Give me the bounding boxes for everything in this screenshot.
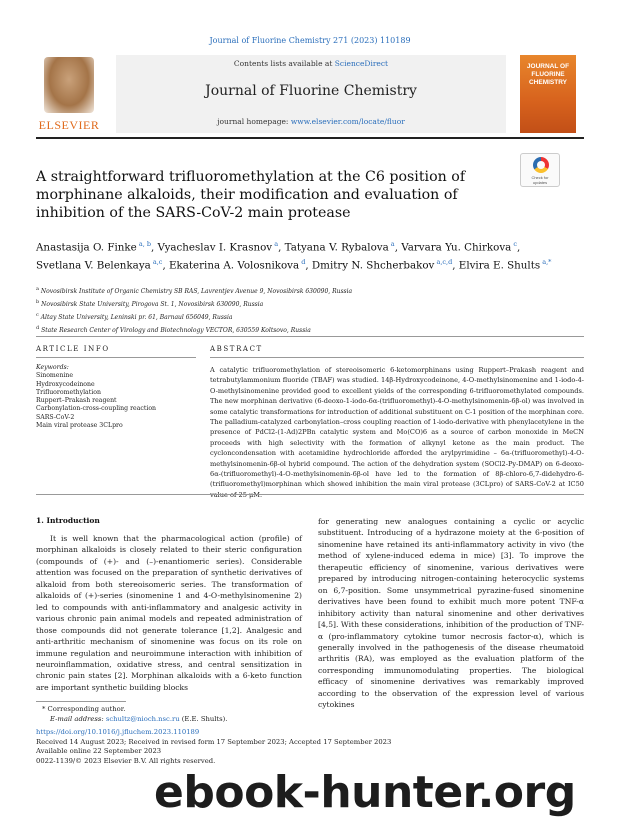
contents-prefix: Contents lists available at <box>233 59 335 68</box>
journal-citation[interactable]: Journal of Fluorine Chemistry 271 (2023) 110189 <box>209 36 411 45</box>
author-separator: , <box>162 259 169 272</box>
abstract-end-divider <box>36 494 584 495</box>
author-affiliation-marker[interactable]: a,* <box>540 258 552 267</box>
affiliation-item <box>36 310 576 323</box>
author-name: Elvira E. Shults <box>458 259 541 272</box>
author-affiliation-marker[interactable]: c <box>511 240 517 248</box>
footnote-divider <box>36 701 126 702</box>
author-list <box>36 237 556 274</box>
introduction-right-column: for generating new analogues containing a cyclic or acyclic substituent. Introducing of a hydrazone moiety at the 6-position of sinomenine have retained its anti-inflammatory activity in vivo (the method of xylene-induced edema in mice) [3]. To improve the therapeutic efficiency of sinomenine, various derivatives were prepared by introducing nitrogen-containing heterocyclic systems on 6,7-position. Some unsymmetrical pyrazine-fused sinomenine derivatives have been found to exhibit much more potent TNF-α inhibitory activity than natural sinomenine and other derivatives [4,5]. With these considerations, inhibition of the production of TNF-α (pro-inflammatory cytokine tumor necrosis factor-α), which is generally involved in the pathogenesis of the disease rheumatoid arthritis (RA), was employed as the evaluation platform of the corresponding immunomodulating properties. The biological efficacy of sinomenine derivatives was remarkably improved according to the observation of the expression level of various cytokines <box>318 517 584 710</box>
email-suffix: (E.E. Shults). <box>179 715 228 723</box>
article-info-heading: ARTICLE INFO <box>36 345 110 353</box>
contents-line <box>116 59 506 68</box>
keyword-item: SARS-CoV-2 <box>36 413 75 421</box>
introduction-heading: 1. Introduction <box>36 516 100 525</box>
author-separator: , <box>151 241 158 254</box>
author-separator: , <box>394 241 402 254</box>
affiliation-marker: b <box>36 299 40 305</box>
article-title: A straightforward trifluoromethylation at the C6 position of morphinane alkaloids, their modification and evaluation of inhibition of the SARS-CoV-2 main protease <box>36 169 466 221</box>
cover-title <box>520 63 576 87</box>
affiliation-marker: d <box>36 325 40 331</box>
cover-title-line: JOURNAL OF <box>526 63 570 70</box>
affiliation-text: Altay State University, Leninski pr. 61, Barnaul 656049, Russia <box>38 314 233 321</box>
check-for-updates-button[interactable] <box>520 153 560 187</box>
check-updates-label-line: Check for <box>531 175 549 180</box>
keyword-item: Hydroxycodeinone <box>36 380 95 388</box>
affiliation-text: State Research Center of Virology and Biotechnology VECTOR, 630559 Koltsovo, Russia <box>39 327 311 334</box>
author-affiliation-marker[interactable]: a,c,d <box>434 258 453 267</box>
homepage-line <box>116 117 506 126</box>
journal-cover-image <box>520 55 576 133</box>
author-affiliation-marker[interactable]: a, b <box>136 240 151 248</box>
author-affiliation-marker[interactable]: a <box>272 240 279 248</box>
header-divider <box>36 137 584 139</box>
publication-info <box>36 728 436 766</box>
received-dates: Received 14 August 2023; Received in revised form 17 September 2023; Accepted 17 September 2023 <box>36 737 392 746</box>
email-label: E-mail address: <box>50 715 106 723</box>
check-updates-icon <box>533 157 549 173</box>
keyword-item: Sinomenine <box>36 372 74 380</box>
article-info-divider <box>36 357 196 358</box>
available-online: Available online 22 September 2023 <box>36 747 162 756</box>
affiliation-marker: a <box>36 286 39 292</box>
copyright-line: 0022-1139/© 2023 Elsevier B.V. All rights reserved. <box>36 756 216 765</box>
author-separator: , <box>305 259 312 272</box>
homepage-prefix: journal homepage: <box>217 117 291 126</box>
affiliation-item <box>36 323 576 336</box>
affiliation-text: Novosibirsk State University, Pirogova St. 1, Novosibirsk 630090, Russia <box>39 301 264 308</box>
author-name: Varvara Yu. Chirkova <box>401 241 512 254</box>
affiliation-text: Novosibirsk Institute of Organic Chemistry SB RAS, Lavrentjev Avenue 9, Novosibirsk 630090, Russia <box>38 288 353 295</box>
affiliation-item <box>36 284 576 297</box>
author-affiliation-marker[interactable]: a <box>388 240 395 248</box>
abstract-text: A catalytic trifluoromethylation of stereoisomeric 6-ketomorphinans using Ruppert–Prakash reagent and tetrabutylammonium fluoride (TBAF) was studied. 14β-Hydroxycodeinone, 4-O-methylsinomenine and 1-iodo-4-O-methylsinomenine provided good to excellent yields of the corresponding 6-trifluoromethylated compounds. The new morphinan derivative (6-deoxo-1-iodo-6α-(trifluoromethyl)-4-O-methylsinomenin-6β-ol) was involved in some catalytic transformations for introduction of additional substituent on C-1 position of the morphinan core. The palladium-catalyzed carbonylation–cross coupling reaction of 1-iodo-derivative with phenylacetylene in the presence of PdCl2-(1-Ad)2PBn catalytic system and Mo(CO)6 as a source of carbon monoxide in MeCN proceeds with high selectivity with the formation of alkynyl ketone as the main product. The cycloncondensation with acetamidine hydrochloride afforded the arylpyrimidine – 6α-(trifluoromethyl)-4-O-methylsinomenin-6β-ol hybrid compound. The action of the dehydration system (SOCl2-Py-DMAP) on 6-deoxo-6α-(trifluoromethyl)-4-O-methylsinomenin-6β-ol have led to the formation of 8β-chloro-6,7-didehydro-6-(trifluoromethyl)morphinan which showed inhibition the main viral protease (3CLpro) of SARS-CoV-2 at IC50 value of 25 μM. <box>210 366 584 499</box>
check-updates-label-line: updates <box>532 180 548 185</box>
author-name: Anastasija O. Finke <box>36 241 137 254</box>
check-updates-label <box>521 175 559 185</box>
keyword-item: Carbonylation-cross-coupling reaction <box>36 405 157 413</box>
affiliation-marker: c <box>36 312 39 318</box>
keywords-label: Keywords: <box>36 364 69 371</box>
author-separator: , <box>278 241 285 254</box>
author-affiliation-marker[interactable]: a,c <box>150 258 163 267</box>
email-link[interactable]: schultz@nioch.nsc.ru <box>105 715 180 723</box>
sciencedirect-link[interactable]: ScienceDirect <box>334 59 389 68</box>
publisher-name: ELSEVIER <box>38 118 100 132</box>
affiliation-list <box>36 284 576 336</box>
author-separator: , <box>517 241 521 254</box>
keyword-item: Trifluoromethylation <box>36 388 101 396</box>
keywords-list <box>36 372 196 430</box>
cover-title-line: FLUORINE <box>531 71 565 78</box>
introduction-left-column: It is well known that the pharmacological action (profile) of morphinan alkaloids is closely related to their steric configuration (compounds of (+)- and (–)-enantiomeric series). Considerable attention was focused on the preparation of synthetic derivatives of alkaloid from both stereoisomeric series. The transformation of alkaloids of (+)-series (sinomenine 1 and 4-O-methylsinomenine 2) led to compounds with anti-inflammatory and analgesic activity in various chronic pain animal models and repeated administration of those compounds did not generate tolerance [1,2]. Analgesic and anti-arthritic mechanism of sinomenine was focus on its role on immune regulation and neuroimmune interaction with inhibition of neuroinflammation, oxidative stress, and central sensitization in chronic pain states [2]. Morphinan alkaloids with a 6-keto function are important synthetic building blocks <box>36 534 302 692</box>
email-line <box>36 714 336 724</box>
keyword-item: Main viral protease 3CLpro <box>36 422 123 430</box>
abstract-divider <box>210 357 584 358</box>
journal-info-box <box>116 55 506 133</box>
cover-title-line: CHEMISTRY <box>528 79 568 86</box>
watermark-text: ebook-hunter.org <box>154 767 576 818</box>
journal-header <box>36 55 584 135</box>
doi-link[interactable]: https://doi.org/10.1016/j.jfluchem.2023.110189 <box>36 728 200 736</box>
author-name: Vyacheslav I. Krasnov <box>157 241 273 254</box>
elsevier-logo <box>36 55 102 133</box>
elsevier-tree-icon <box>44 57 94 113</box>
section-divider <box>36 336 584 337</box>
author-name: Tatyana V. Rybalova <box>284 241 389 254</box>
keyword-item: Ruppert–Prakash reagent <box>36 397 117 405</box>
homepage-link[interactable]: www.elsevier.com/locate/fluor <box>290 117 405 126</box>
author-name: Svetlana V. Belenkaya <box>36 259 151 272</box>
corresponding-label: * Corresponding author. <box>42 705 126 713</box>
author-name: Dmitry N. Shcherbakov <box>311 259 435 272</box>
affiliation-item <box>36 297 576 310</box>
author-name: Ekaterina A. Volosnikova <box>168 259 300 272</box>
abstract-heading: ABSTRACT <box>210 345 263 353</box>
author-affiliation-marker[interactable]: d <box>299 258 306 267</box>
corresponding-author-footnote <box>36 700 336 724</box>
keywords-block <box>36 364 196 430</box>
author-separator: , <box>452 259 459 272</box>
journal-title: Journal of Fluorine Chemistry <box>205 83 417 99</box>
